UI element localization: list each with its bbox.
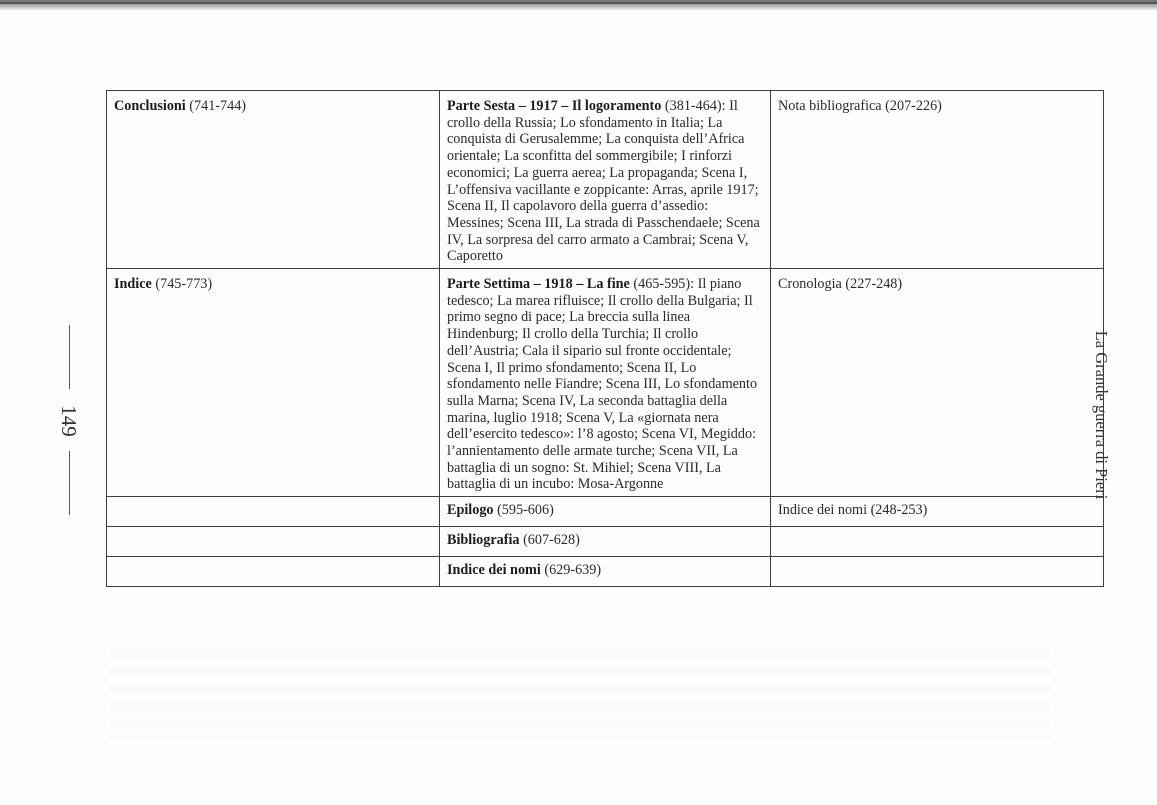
running-title: La Grande guerra di Pieri	[1092, 330, 1111, 500]
table-cell-col3	[771, 91, 1104, 269]
table-row	[107, 557, 1104, 587]
table-row	[107, 91, 1104, 269]
section-title: Indice dei nomi	[447, 562, 541, 579]
section-contents: : Il piano tedesco; La marea rifluisce; Il crollo della Bulgaria; Il primo segno di pace; La breccia sulla linea Hindenburg; Il crollo della Turchia; Il crollo dell’Austria; Cala il sipario sul fronte occidentale; Scena I, Il primo sfondamento; Scena II, Lo sfondamento nelle Fiandre; Scena III, Lo sfondamento sulla Marna; Scena IV, La seconda battaglia della marina, luglio 1918; Scena V, La «giornata nera dell’esercito tedesco»: l’8 agosto; Scena VI, Megiddo: l’annientamento delle armate turche; Scena VII, La battaglia di un sogno: St. Mihiel; Scena VIII, La battaglia di un incubo: Mosa-Argonne	[447, 276, 758, 493]
contents-comparison-table	[106, 90, 1104, 587]
table-cell-col2	[440, 527, 771, 557]
table-cell-col3-empty	[771, 557, 1104, 587]
table-cell-col2	[440, 497, 771, 527]
section-contents: : Il crollo della Russia; Lo sfondamento in Italia; La conquista di Gerusalemme; La conquista dell’Africa orientale; La sconfitta del sommergibile; I rinforzi economici; La guerra aerea; La propaganda; Scena I, L’offensiva vacillante e zoppicante: Arras, aprile 1917; Scena II, Il capolavoro della guerra d’assedio: Messines; Scena III, La strada di Passchendaele; Scena IV, La sorpresa del carro armato a Cambrai; Scena V, Caporetto	[447, 98, 760, 265]
section-entry: Cronologia (227-248)	[778, 276, 903, 293]
table-cell-col1-empty	[107, 497, 440, 527]
table-cell-col3-empty	[771, 527, 1104, 557]
section-title: Indice	[114, 276, 152, 293]
table-cell-col3	[771, 269, 1104, 497]
table-row	[107, 269, 1104, 497]
table-row	[107, 497, 1104, 527]
section-title: Parte Settima – 1918 – La fine	[447, 276, 630, 293]
section-entry: Indice dei nomi (248-253)	[778, 502, 928, 519]
section-title: Epilogo	[447, 502, 494, 519]
table-cell-col2	[440, 557, 771, 587]
table-cell-col3	[771, 497, 1104, 527]
page-range: (595-606)	[493, 502, 554, 519]
page-range: (465-595)	[629, 276, 691, 293]
page-number-rule-top	[69, 325, 70, 389]
section-title: Bibliografia	[447, 532, 520, 549]
table-row	[107, 527, 1104, 557]
section-title: Parte Sesta – 1917 – Il logoramento	[447, 98, 662, 114]
page-range: (629-639)	[540, 562, 602, 579]
table-cell-col2	[440, 91, 771, 269]
page-range: (381-464)	[661, 98, 722, 114]
paper-show-through	[110, 650, 1050, 740]
table-cell-col1	[107, 269, 440, 497]
table-cell-col1	[107, 91, 440, 269]
page-range: (607-628)	[519, 532, 580, 549]
table-cell-col1-empty	[107, 527, 440, 557]
page-number-marker	[58, 325, 82, 515]
page-number: 149	[57, 405, 81, 437]
page-number-rule-bottom	[69, 451, 70, 515]
section-title: Conclusioni	[114, 98, 186, 114]
section-entry: Nota bibliografica (207-226)	[778, 98, 942, 114]
table-cell-col2	[440, 269, 771, 497]
page-range: (745-773)	[151, 276, 213, 293]
page-range: (741-744)	[185, 98, 247, 114]
table-cell-col1-empty	[107, 557, 440, 587]
page-top-edge-line	[0, 2, 1157, 4]
